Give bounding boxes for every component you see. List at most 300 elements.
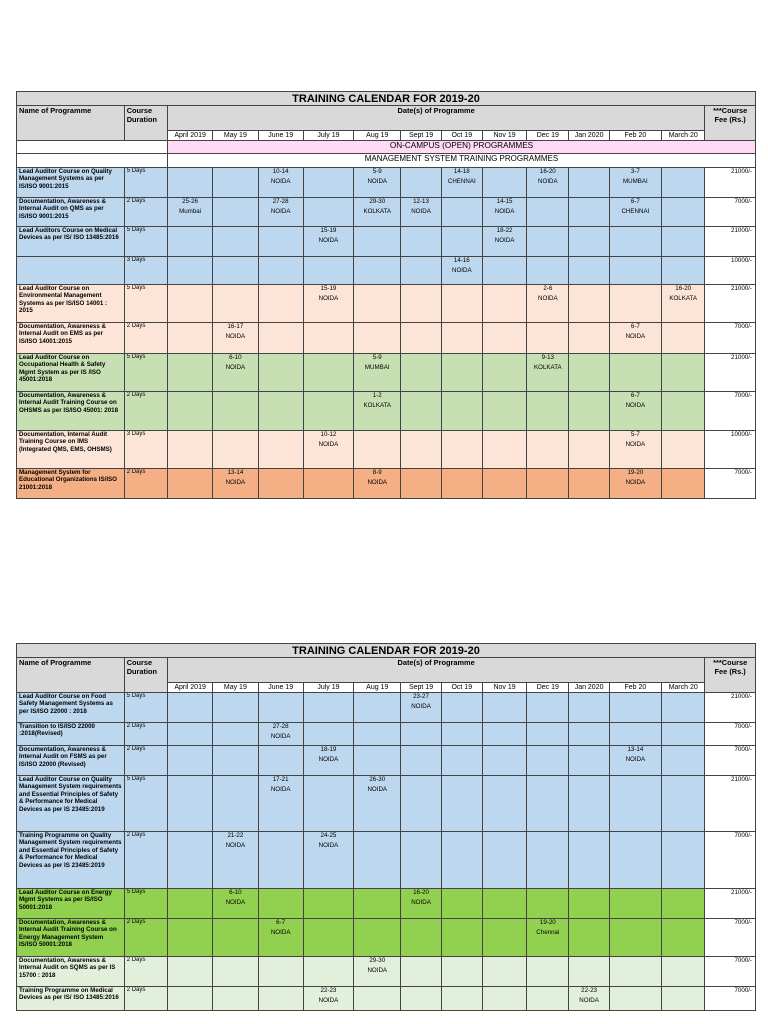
month-header: June 19: [258, 683, 303, 693]
venue: KOLKATA: [363, 402, 392, 410]
month-header: Jan 2020: [569, 683, 609, 693]
date-range: 8-9: [372, 469, 382, 476]
programme-row: [17, 392, 756, 431]
date-cell: [354, 746, 401, 776]
venue: CHENNAI: [447, 178, 476, 186]
course-duration: 5 Days: [124, 776, 167, 832]
date-cell: [609, 889, 661, 919]
management-system-heading: MANAGEMENT SYSTEM TRAINING PROGRAMMES: [167, 154, 755, 168]
date-cell: [441, 198, 482, 227]
course-fee: 21000/-: [705, 889, 756, 919]
venue: Chennai: [536, 929, 560, 937]
date-cell: [167, 227, 212, 257]
date-range: 17-21: [272, 776, 289, 783]
date-cell: [213, 957, 258, 987]
date-cell: [401, 257, 441, 285]
date-range: 10-14: [272, 168, 289, 175]
date-cell: [401, 354, 441, 392]
date-range: 22-23: [320, 987, 337, 994]
course-duration: 2 Days: [124, 987, 167, 1011]
date-range: 5-7: [630, 431, 640, 438]
blank-cell: [17, 154, 168, 168]
date-cell: [527, 919, 569, 957]
venue: NOIDA: [538, 295, 558, 303]
date-cell: [354, 323, 401, 354]
date-range: 13-14: [627, 746, 644, 753]
programme-name: Lead Auditor Course on Energy Mgmt Systems as per IS/ISO 50001:2018: [17, 889, 125, 919]
date-cell: [482, 987, 526, 1011]
date-cell: [213, 889, 258, 919]
course-fee: 7000/-: [705, 392, 756, 431]
date-cell: [441, 693, 482, 723]
date-cell: [401, 889, 441, 919]
date-cell: [441, 832, 482, 889]
date-cell: [527, 746, 569, 776]
date-cell: [401, 323, 441, 354]
date-cell: [569, 776, 609, 832]
date-cell: [441, 987, 482, 1011]
date-cell: [482, 746, 526, 776]
date-cell: [569, 469, 609, 499]
programme-name: Documentation, Awareness & Internal Audit on EMS as per IS/ISO 14001:2015: [17, 323, 125, 354]
venue: NOIDA: [494, 237, 515, 245]
date-cell: [213, 257, 258, 285]
date-cell: [609, 832, 661, 889]
date-cell: [441, 168, 482, 198]
date-cell: [354, 957, 401, 987]
programme-row: [17, 889, 756, 919]
course-duration: 3 Days: [124, 257, 167, 285]
date-cell: [401, 392, 441, 431]
programme-name: Documentation, Awareness & Internal Audit Training Course on OHSMS as per IS/ISO 45001: 2018: [17, 392, 125, 431]
date-cell: [213, 723, 258, 746]
date-cell: [167, 957, 212, 987]
date-cell: [303, 431, 353, 469]
date-cell: [303, 469, 353, 499]
date-cell: [354, 227, 401, 257]
date-cell: [569, 285, 609, 323]
course-fee: 7000/-: [705, 469, 756, 499]
venue: NOIDA: [625, 333, 646, 341]
date-range: 6-7: [276, 919, 286, 926]
month-header: April 2019: [167, 131, 212, 141]
date-cell: [527, 693, 569, 723]
date-cell: [258, 957, 303, 987]
venue: NOIDA: [225, 899, 246, 907]
month-header: March 20: [662, 131, 705, 141]
date-cell: [662, 919, 705, 957]
date-cell: [213, 168, 258, 198]
date-cell: [482, 257, 526, 285]
date-cell: [303, 832, 353, 889]
course-duration: 5 Days: [124, 693, 167, 723]
venue: NOIDA: [367, 479, 388, 487]
date-cell: [662, 285, 705, 323]
date-cell: [401, 776, 441, 832]
course-duration: 2 Days: [124, 723, 167, 746]
date-cell: [609, 168, 661, 198]
date-cell: [609, 198, 661, 227]
name-of-programme-header: Name of Programme: [17, 658, 125, 693]
course-fee-header: ***Course Fee (Rs.): [705, 658, 756, 693]
date-cell: [569, 392, 609, 431]
date-cell: [167, 919, 212, 957]
programme-row: [17, 354, 756, 392]
date-range: 1-2: [372, 392, 382, 399]
venue: NOIDA: [318, 756, 339, 764]
date-cell: [527, 354, 569, 392]
date-range: 15-19: [320, 285, 337, 292]
venue: NOIDA: [225, 364, 246, 372]
course-duration: 5 Days: [124, 889, 167, 919]
programme-name: Lead Auditor Course on Quality Management Systems as per IS/ISO 9001:2015: [17, 168, 125, 198]
date-range: 5-9: [372, 354, 382, 361]
venue: NOIDA: [451, 267, 472, 275]
date-range: 6-7: [630, 323, 640, 330]
date-range: 24-25: [320, 832, 337, 839]
date-cell: [527, 776, 569, 832]
date-range: 3-7: [630, 168, 640, 175]
date-cell: [569, 323, 609, 354]
date-cell: [354, 392, 401, 431]
programme-name: Training Programme on Medical Devices as per IS/ ISO 13485:2016: [17, 987, 125, 1011]
date-range: 16-17: [227, 323, 244, 330]
programme-name: Documentation, Awareness & Internal Audit on FSMS as per IS/ISO 22000 (Revised): [17, 746, 125, 776]
calendar-title: TRAINING CALENDAR FOR 2019-20: [17, 644, 756, 658]
date-cell: [609, 469, 661, 499]
date-cell: [569, 987, 609, 1011]
month-header: May 19: [213, 683, 258, 693]
venue: MUMBAI: [623, 178, 648, 186]
date-cell: [609, 285, 661, 323]
date-cell: [167, 392, 212, 431]
venue: NOIDA: [270, 208, 291, 216]
date-cell: [527, 168, 569, 198]
month-header: Aug 19: [354, 683, 401, 693]
date-cell: [258, 987, 303, 1011]
date-cell: [213, 227, 258, 257]
month-header: Dec 19: [527, 131, 569, 141]
date-cell: [662, 168, 705, 198]
month-header: July 19: [303, 683, 353, 693]
date-cell: [258, 198, 303, 227]
programme-row: [17, 469, 756, 499]
date-range: 19-20: [539, 919, 556, 926]
programme-name: Documentation, Awareness & Internal Audit on QMS as per IS/ISO 9001:2015: [17, 198, 125, 227]
date-cell: [441, 746, 482, 776]
date-cell: [441, 285, 482, 323]
date-cell: [662, 987, 705, 1011]
date-cell: [441, 957, 482, 987]
course-fee: 21000/-: [705, 693, 756, 723]
date-range: 10-12: [320, 431, 337, 438]
course-fee: 21000/-: [705, 354, 756, 392]
date-cell: [401, 198, 441, 227]
date-cell: [167, 746, 212, 776]
date-cell: [258, 431, 303, 469]
course-fee: 10000/-: [705, 257, 756, 285]
date-cell: [401, 469, 441, 499]
programme-row: [17, 323, 756, 354]
date-cell: [569, 889, 609, 919]
date-cell: [527, 257, 569, 285]
date-cell: [527, 723, 569, 746]
programme-row: [17, 919, 756, 957]
date-cell: [401, 693, 441, 723]
date-cell: [527, 889, 569, 919]
date-cell: [303, 198, 353, 227]
date-range: 9-13: [541, 354, 555, 361]
date-cell: [213, 354, 258, 392]
date-cell: [609, 257, 661, 285]
date-cell: [303, 746, 353, 776]
date-cell: [258, 469, 303, 499]
course-fee: 21000/-: [705, 776, 756, 832]
date-cell: [527, 323, 569, 354]
course-duration: 2 Days: [124, 746, 167, 776]
course-duration: 2 Days: [124, 198, 167, 227]
venue: NOIDA: [538, 178, 558, 186]
date-cell: [569, 832, 609, 889]
date-cell: [213, 693, 258, 723]
month-header: Feb 20: [609, 683, 661, 693]
date-cell: [303, 776, 353, 832]
date-range: 16-20: [539, 168, 556, 175]
date-range: 21-22: [227, 832, 244, 839]
date-cell: [354, 987, 401, 1011]
date-cell: [482, 723, 526, 746]
date-cell: [167, 469, 212, 499]
date-cell: [213, 431, 258, 469]
course-fee: 7000/-: [705, 832, 756, 889]
date-cell: [401, 919, 441, 957]
date-cell: [662, 392, 705, 431]
date-cell: [354, 431, 401, 469]
course-fee: 7000/-: [705, 323, 756, 354]
date-cell: [662, 723, 705, 746]
venue: NOIDA: [318, 441, 339, 449]
date-cell: [258, 889, 303, 919]
date-cell: [213, 469, 258, 499]
programme-name: Documentation, Awareness & Internal Audit on SQMS as per IS 15700 : 2018: [17, 957, 125, 987]
date-cell: [354, 354, 401, 392]
date-cell: [258, 723, 303, 746]
venue: NOIDA: [367, 786, 388, 794]
date-range: 6-10: [229, 354, 242, 361]
date-cell: [609, 431, 661, 469]
date-cell: [258, 746, 303, 776]
date-cell: [354, 693, 401, 723]
band-on-campus: [17, 141, 756, 154]
course-duration: 2 Days: [124, 469, 167, 499]
date-cell: [354, 257, 401, 285]
date-cell: [303, 919, 353, 957]
date-cell: [662, 832, 705, 889]
date-cell: [527, 469, 569, 499]
date-cell: [213, 919, 258, 957]
course-duration: 3 Days: [124, 431, 167, 469]
date-cell: [441, 323, 482, 354]
course-fee: 7000/-: [705, 957, 756, 987]
date-cell: [527, 227, 569, 257]
venue: NOIDA: [625, 402, 646, 410]
date-range: 29-30: [369, 957, 386, 964]
date-cell: [569, 354, 609, 392]
date-cell: [609, 746, 661, 776]
date-range: 6-10: [229, 889, 242, 896]
date-cell: [527, 285, 569, 323]
venue: NOIDA: [367, 967, 388, 975]
date-cell: [527, 431, 569, 469]
date-range: 2-6: [543, 285, 553, 292]
date-range: 23-27: [413, 693, 429, 700]
date-cell: [354, 285, 401, 323]
name-of-programme-header: Name of Programme: [17, 106, 125, 141]
date-cell: [482, 354, 526, 392]
date-cell: [303, 257, 353, 285]
month-header: Aug 19: [354, 131, 401, 141]
programme-row: [17, 168, 756, 198]
date-cell: [258, 392, 303, 431]
date-cell: [569, 693, 609, 723]
training-calendar-table-2: [16, 643, 756, 1011]
venue: NOIDA: [367, 178, 388, 186]
date-cell: [167, 832, 212, 889]
programme-name: Training Programme on Quality Management System requirements and Essential Principles of Safety & Performance for Medical Devices as per IS 23485:2019: [17, 832, 125, 889]
venue: NOIDA: [625, 756, 646, 764]
programme-row: [17, 693, 756, 723]
date-cell: [441, 392, 482, 431]
date-cell: [258, 776, 303, 832]
blank-cell: [17, 141, 168, 154]
date-cell: [354, 919, 401, 957]
programme-row: [17, 198, 756, 227]
date-cell: [258, 227, 303, 257]
training-calendar-table-1: [16, 91, 756, 499]
venue: NOIDA: [318, 237, 339, 245]
date-cell: [482, 832, 526, 889]
date-cell: [213, 392, 258, 431]
date-cell: [482, 469, 526, 499]
date-cell: [527, 832, 569, 889]
course-duration: 5 Days: [124, 227, 167, 257]
date-range: 16-20: [413, 889, 429, 896]
date-cell: [167, 431, 212, 469]
calendar-title: TRAINING CALENDAR FOR 2019-20: [17, 92, 756, 106]
course-duration: 2 Days: [124, 957, 167, 987]
venue: NOIDA: [318, 997, 339, 1005]
date-cell: [167, 168, 212, 198]
date-cell: [303, 693, 353, 723]
date-cell: [569, 198, 609, 227]
date-cell: [482, 323, 526, 354]
date-cell: [662, 257, 705, 285]
date-cell: [441, 469, 482, 499]
course-fee: 21000/-: [705, 168, 756, 198]
venue: KOLKATA: [363, 208, 392, 216]
month-header: July 19: [303, 131, 353, 141]
date-cell: [167, 323, 212, 354]
venue: NOIDA: [625, 479, 646, 487]
month-header: Sept 19: [401, 131, 441, 141]
venue: NOIDA: [579, 997, 599, 1005]
header-row: [17, 106, 756, 131]
date-cell: [482, 227, 526, 257]
course-duration: 2 Days: [124, 392, 167, 431]
month-header: Sept 19: [401, 683, 441, 693]
date-range: 6-7: [630, 392, 640, 399]
date-cell: [569, 257, 609, 285]
venue: NOIDA: [225, 479, 246, 487]
venue: NOIDA: [494, 208, 515, 216]
date-cell: [527, 957, 569, 987]
date-cell: [482, 919, 526, 957]
date-cell: [258, 354, 303, 392]
programme-row: [17, 723, 756, 746]
date-range: 26-30: [369, 776, 386, 783]
date-cell: [354, 832, 401, 889]
date-cell: [303, 957, 353, 987]
date-cell: [258, 832, 303, 889]
course-fee: 7000/-: [705, 198, 756, 227]
date-cell: [354, 469, 401, 499]
course-duration-header: Course Duration: [124, 658, 167, 693]
date-cell: [258, 285, 303, 323]
venue: NOIDA: [411, 899, 431, 907]
date-cell: [213, 198, 258, 227]
programme-name: Documentation, Awareness & Internal Audit Training Course on Energy Management System IS/ISO 50001:2018: [17, 919, 125, 957]
programme-row: [17, 832, 756, 889]
date-cell: [482, 776, 526, 832]
date-cell: [482, 198, 526, 227]
header-row: [17, 658, 756, 683]
venue: MUMBAI: [364, 364, 390, 372]
date-range: 12-13: [413, 198, 429, 205]
venue: KOLKATA: [534, 364, 562, 372]
course-fee: 21000/-: [705, 285, 756, 323]
date-cell: [569, 957, 609, 987]
date-cell: [662, 354, 705, 392]
date-cell: [401, 227, 441, 257]
programme-name: Management System for Educational Organizations IS/ISO 21001:2018: [17, 469, 125, 499]
date-range: 13-14: [227, 469, 244, 476]
date-cell: [303, 889, 353, 919]
date-range: 25-26: [182, 198, 198, 205]
programme-row: [17, 957, 756, 987]
date-cell: [662, 469, 705, 499]
programme-name: Lead Auditor Course on Quality Management System requirements and Essential Principles of Safety & Performance for Medical Devices as per IS 23485:2019: [17, 776, 125, 832]
date-range: 14-15: [496, 198, 513, 205]
date-cell: [609, 227, 661, 257]
course-fee: 21000/-: [705, 227, 756, 257]
venue: NOIDA: [270, 178, 291, 186]
date-cell: [482, 957, 526, 987]
date-cell: [303, 227, 353, 257]
date-cell: [527, 198, 569, 227]
course-fee: 7000/-: [705, 919, 756, 957]
date-cell: [303, 987, 353, 1011]
date-cell: [354, 168, 401, 198]
date-cell: [213, 323, 258, 354]
venue: NOIDA: [270, 786, 291, 794]
course-fee: 7000/-: [705, 723, 756, 746]
venue: NOIDA: [270, 929, 291, 937]
date-cell: [167, 776, 212, 832]
course-duration: 5 Days: [124, 168, 167, 198]
month-header: Dec 19: [527, 683, 569, 693]
date-range: 29-30: [369, 198, 386, 205]
venue: Mumbai: [179, 208, 202, 216]
